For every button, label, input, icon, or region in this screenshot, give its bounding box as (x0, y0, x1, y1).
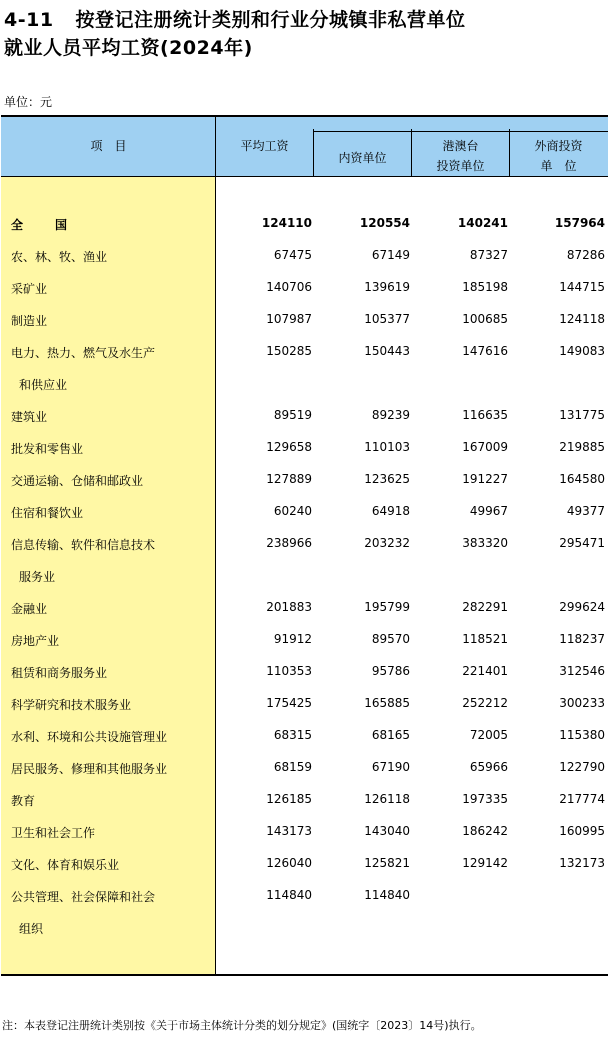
header-foreign-l2: 单 位 (540, 159, 577, 173)
table-row (1, 336, 608, 368)
table-bottom-rule (1, 974, 608, 976)
row-label: 金融业 (11, 602, 48, 616)
cell-value: 167009 (462, 440, 508, 454)
table-row (1, 880, 608, 912)
cell-value: 185198 (462, 280, 508, 294)
cell-value: 131775 (559, 408, 605, 422)
footnote: 注：本表登记注册统计类别按《关于市场主体统计分类的划分规定》(国统字〔2023〕14号)执行。 (2, 1019, 482, 1032)
cell-value: 91912 (273, 632, 312, 646)
cell-value: 299624 (559, 600, 605, 614)
table-row (1, 496, 608, 528)
cell-value: 123625 (364, 472, 410, 486)
cell-value: 221401 (462, 664, 508, 678)
row-label: 批发和零售业 (11, 442, 84, 456)
cell-value: 100685 (462, 312, 508, 326)
cell-value: 186242 (462, 824, 508, 838)
cell-value: 238966 (266, 536, 312, 550)
cell-value: 157964 (554, 216, 605, 230)
row-label: 采矿业 (11, 282, 48, 296)
cell-value: 72005 (469, 728, 508, 742)
cell-value: 219885 (559, 440, 605, 454)
cell-value: 67475 (273, 248, 312, 262)
table-row (1, 272, 608, 304)
cell-value: 120554 (359, 216, 410, 230)
cell-value: 107987 (266, 312, 312, 326)
cell-value: 129142 (462, 856, 508, 870)
cell-value: 68315 (273, 728, 312, 742)
row-label: 农、林、牧、渔业 (11, 250, 108, 264)
cell-value: 68159 (273, 760, 312, 774)
row-label: 组织 (19, 922, 44, 936)
wage-table (1, 115, 608, 976)
cell-value: 129658 (266, 440, 312, 454)
table-row (1, 784, 608, 816)
unit-label: 单位：元 (4, 95, 53, 109)
table-row (1, 528, 608, 560)
table-row (1, 720, 608, 752)
cell-value: 197335 (462, 792, 508, 806)
header-average-wage: 平均工资 (240, 139, 289, 153)
cell-value: 125821 (364, 856, 410, 870)
cell-value: 105377 (364, 312, 410, 326)
table-row (1, 688, 608, 720)
row-label: 服务业 (19, 570, 56, 584)
cell-value: 124118 (559, 312, 605, 326)
table-row (1, 624, 608, 656)
cell-value: 122790 (559, 760, 605, 774)
table-row (1, 752, 608, 784)
cell-value: 201883 (266, 600, 312, 614)
row-label: 教育 (11, 794, 36, 808)
cell-value: 49967 (469, 504, 508, 518)
cell-value: 126185 (266, 792, 312, 806)
row-label: 租赁和商务服务业 (11, 666, 108, 680)
cell-value: 118237 (559, 632, 605, 646)
cell-value: 150285 (266, 344, 312, 358)
table-row (1, 464, 608, 496)
table-title (4, 5, 466, 32)
table-header (1, 115, 608, 177)
cell-value: 95786 (371, 664, 410, 678)
cell-value: 175425 (266, 696, 312, 710)
cell-value: 114840 (266, 888, 312, 902)
row-label: 住宿和餐饮业 (11, 506, 84, 520)
row-label: 电力、热力、燃气及水生产 (11, 346, 156, 360)
cell-value: 89239 (371, 408, 410, 422)
row-label: 全 国 (11, 218, 78, 232)
cell-value: 140241 (457, 216, 508, 230)
row-label: 卫生和社会工作 (11, 826, 96, 840)
table-row (1, 208, 608, 240)
cell-value: 132173 (559, 856, 605, 870)
cell-value: 60240 (273, 504, 312, 518)
row-label: 建筑业 (11, 410, 48, 424)
cell-value: 383320 (462, 536, 508, 550)
cell-value: 149083 (559, 344, 605, 358)
cell-value: 126118 (364, 792, 410, 806)
table-row (1, 432, 608, 464)
cell-value: 312546 (559, 664, 605, 678)
table-row (1, 560, 608, 592)
header-domestic: 内资单位 (338, 151, 387, 165)
cell-value: 124110 (261, 216, 312, 230)
cell-value: 87286 (566, 248, 605, 262)
cell-value: 126040 (266, 856, 312, 870)
cell-value: 203232 (364, 536, 410, 550)
cell-value: 115380 (559, 728, 605, 742)
cell-value: 150443 (364, 344, 410, 358)
header-hmt-l2: 投资单位 (436, 159, 485, 173)
cell-value: 143040 (364, 824, 410, 838)
table-row (1, 400, 608, 432)
header-item: 项 目 (90, 139, 127, 153)
cell-value: 282291 (462, 600, 508, 614)
header-col-divider (509, 129, 510, 177)
row-label: 公共管理、社会保障和社会 (11, 890, 156, 904)
cell-value: 127889 (266, 472, 312, 486)
cell-value: 143173 (266, 824, 312, 838)
cell-value: 87327 (469, 248, 508, 262)
row-label: 文化、体育和娱乐业 (11, 858, 120, 872)
cell-value: 147616 (462, 344, 508, 358)
cell-value: 89570 (371, 632, 410, 646)
cell-value: 89519 (273, 408, 312, 422)
cell-value: 144715 (559, 280, 605, 294)
cell-value: 49377 (566, 504, 605, 518)
title-line-1: 按登记注册统计类别和行业分城镇非私营单位 (75, 9, 466, 31)
cell-value: 217774 (559, 792, 605, 806)
cell-value: 139619 (364, 280, 410, 294)
cell-value: 165885 (364, 696, 410, 710)
table-row (1, 240, 608, 272)
cell-value: 68165 (371, 728, 410, 742)
cell-value: 295471 (559, 536, 605, 550)
cell-value: 191227 (462, 472, 508, 486)
row-label: 交通运输、仓储和邮政业 (11, 474, 144, 488)
row-label: 房地产业 (11, 634, 60, 648)
cell-value: 110103 (364, 440, 410, 454)
cell-value: 300233 (559, 696, 605, 710)
cell-value: 160995 (559, 824, 605, 838)
cell-value: 252212 (462, 696, 508, 710)
table-row (1, 848, 608, 880)
row-label: 和供应业 (19, 378, 68, 392)
table-row (1, 592, 608, 624)
table-number: 4-11 (4, 9, 54, 31)
cell-value: 164580 (559, 472, 605, 486)
cell-value: 118521 (462, 632, 508, 646)
row-label: 科学研究和技术服务业 (11, 698, 132, 712)
cell-value: 110353 (266, 664, 312, 678)
table-row (1, 304, 608, 336)
table-row (1, 912, 608, 944)
table-row (1, 368, 608, 400)
header-divider (313, 131, 608, 132)
title-line-2: 就业人员平均工资(2024年) (4, 37, 253, 59)
header-hmt-l1: 港澳台 (442, 139, 479, 153)
row-label: 制造业 (11, 314, 48, 328)
cell-value: 140706 (266, 280, 312, 294)
cell-value: 114840 (364, 888, 410, 902)
row-label: 居民服务、修理和其他服务业 (11, 762, 168, 776)
header-col-divider (411, 129, 412, 177)
header-foreign-l1: 外商投资 (534, 139, 583, 153)
row-label: 水利、环境和公共设施管理业 (11, 730, 168, 744)
cell-value: 116635 (462, 408, 508, 422)
header-col-divider (313, 129, 314, 177)
cell-value: 67190 (371, 760, 410, 774)
row-label: 信息传输、软件和信息技术 (11, 538, 156, 552)
table-row (1, 656, 608, 688)
cell-value: 67149 (371, 248, 410, 262)
table-row (1, 816, 608, 848)
cell-value: 195799 (364, 600, 410, 614)
cell-value: 65966 (469, 760, 508, 774)
cell-value: 64918 (371, 504, 410, 518)
